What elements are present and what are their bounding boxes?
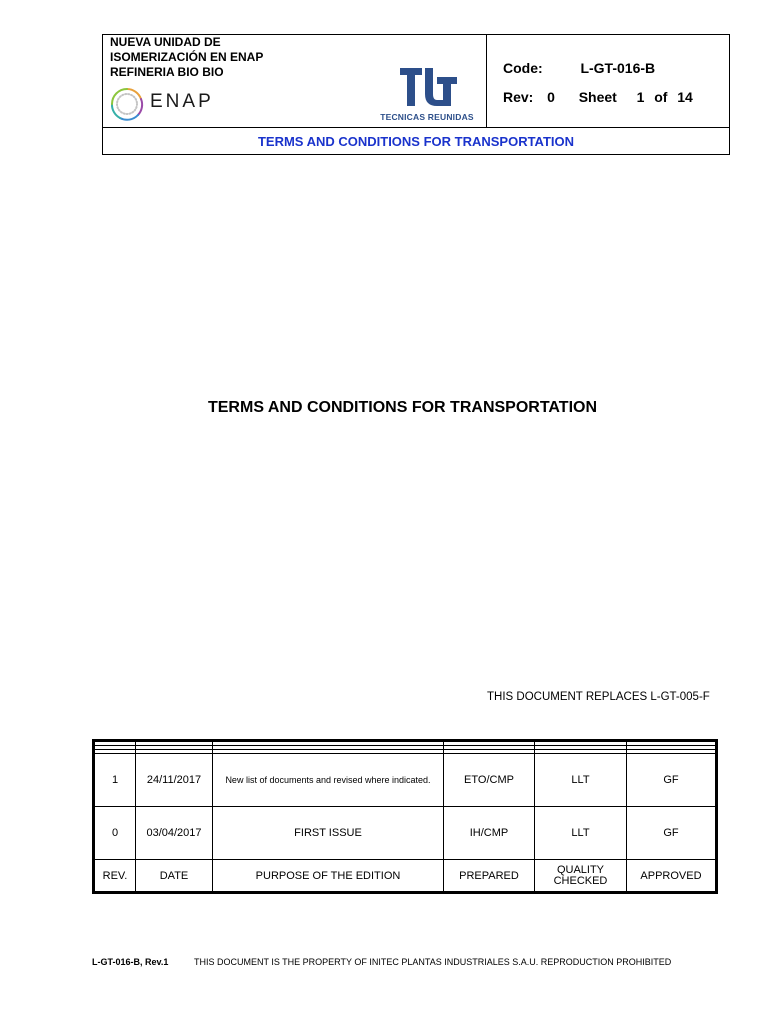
header-subtitle-row <box>103 127 729 155</box>
date-cell: 24/11/2017 <box>136 754 213 807</box>
revision-table <box>92 739 718 894</box>
document-header <box>102 34 730 155</box>
header-subtitle: TERMS AND CONDITIONS FOR TRANSPORTATION <box>257 134 575 149</box>
rev-cell: 0 <box>95 807 136 860</box>
rev-value: 0 <box>547 89 555 105</box>
approved-cell: GF <box>627 807 716 860</box>
header-rev: REV. <box>95 860 136 892</box>
footer-note: THIS DOCUMENT IS THE PROPERTY OF INITEC PLANTAS INDUSTRIALES S.A.U. REPRODUCTION PROHIBITED <box>194 957 672 967</box>
code-value: L-GT-016-B <box>580 60 656 76</box>
rev-label: Rev: <box>503 89 534 105</box>
replaces-note: THIS DOCUMENT REPLACES L-GT-005-F <box>487 691 710 703</box>
enap-circle-icon <box>108 86 146 122</box>
footer-code: L-GT-016-B, Rev.1 <box>92 957 169 967</box>
sheet-label: Sheet <box>578 89 617 105</box>
sheet-total: 14 <box>677 89 693 105</box>
document-title: TERMS AND CONDITIONS FOR TRANSPORTATION <box>207 399 598 416</box>
revision-row-0 <box>95 807 716 860</box>
header-prepared: PREPARED <box>444 860 535 892</box>
project-name <box>110 35 310 80</box>
tr-logo-text: TECNICAS REUNIDAS <box>380 112 474 122</box>
page-footer <box>92 957 672 967</box>
enap-logo-text: ENAP <box>150 91 214 112</box>
revision-header-row <box>95 860 716 892</box>
header-date: DATE <box>136 860 213 892</box>
project-line-3: REFINERIA BIO BIO <box>110 65 224 79</box>
rev-row <box>503 89 693 105</box>
checked-cell: LLT <box>535 807 627 860</box>
project-line-2: ISOMERIZACIÓN EN ENAP <box>110 50 264 64</box>
tecnicas-reunidas-logo <box>375 65 479 123</box>
header-left-panel <box>103 35 487 127</box>
header-quality-checked: QUALITY CHECKED <box>535 860 627 892</box>
purpose-cell: New list of documents and revised where indicated. <box>213 754 444 807</box>
tr-mark-icon <box>375 65 479 111</box>
rev-cell: 1 <box>95 754 136 807</box>
date-cell: 03/04/2017 <box>136 807 213 860</box>
purpose-cell: FIRST ISSUE <box>213 807 444 860</box>
project-line-1: NUEVA UNIDAD DE <box>110 35 221 49</box>
code-row <box>503 60 655 76</box>
approved-cell: GF <box>627 754 716 807</box>
checked-cell: LLT <box>535 754 627 807</box>
header-purpose: PURPOSE OF THE EDITION <box>213 860 444 892</box>
prepared-cell: ETO/CMP <box>444 754 535 807</box>
code-label: Code: <box>503 60 543 76</box>
revision-row-1 <box>95 754 716 807</box>
sheet-of: of <box>654 89 668 105</box>
header-approved: APPROVED <box>627 860 716 892</box>
sheet-number: 1 <box>636 89 645 105</box>
enap-logo <box>108 86 238 122</box>
prepared-cell: IH/CMP <box>444 807 535 860</box>
